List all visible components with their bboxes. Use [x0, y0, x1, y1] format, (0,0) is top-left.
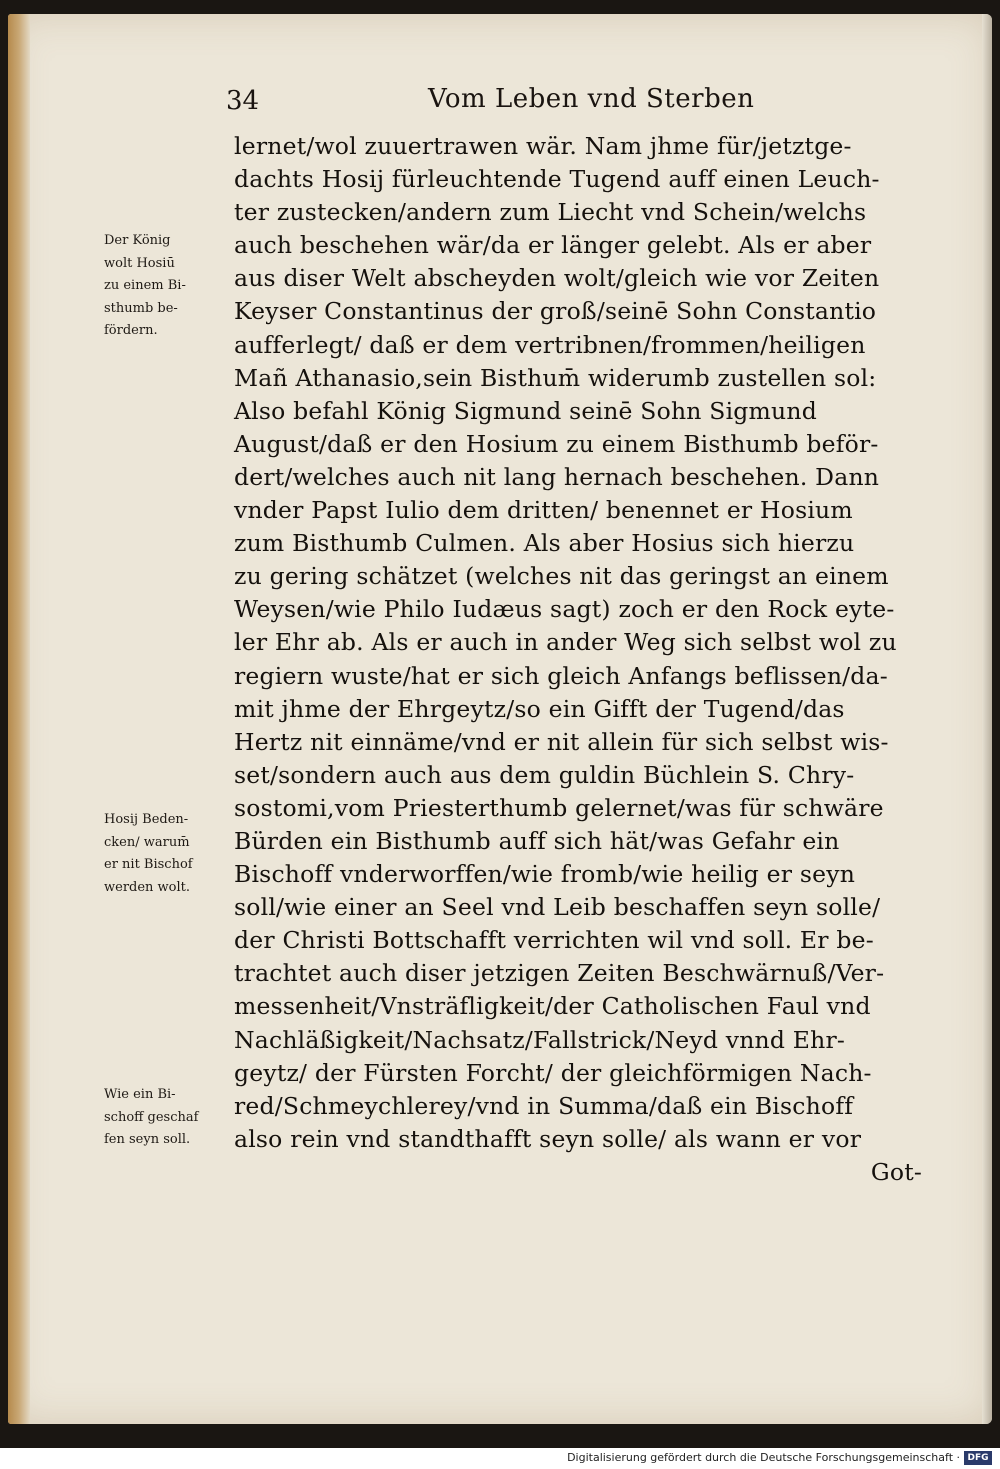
text-line: trachtet auch diser jetzigen Zeiten Beschwärnuß/Ver- [234, 959, 885, 988]
text-line: Also befahl König Sigmund seinē Sohn Sigmund [234, 396, 817, 425]
text-line: Weysen/wie Philo Iudæus sagt) zoch er den Rock eyte- [234, 595, 895, 624]
text-line: aus diser Welt abscheyden wolt/gleich wie vor Zeiten [234, 264, 880, 293]
page-right-edge [982, 14, 992, 1424]
marginal-note [104, 1084, 236, 1152]
text-line: mit jhme der Ehrgeytz/so ein Gifft der Tugend/das [234, 694, 845, 723]
marginal-note-line: er nit Bischof [104, 857, 193, 872]
dfg-logo: DFG [964, 1451, 992, 1465]
book-page [8, 14, 992, 1424]
page-left-edge [8, 14, 30, 1424]
footer-bar [0, 1448, 1000, 1469]
text-line: lernet/wol zuuertrawen wär. Nam jhme für/jetztge- [234, 132, 852, 160]
text-line: dachts Hosij fürleuchtende Tugend auff einen Leuch- [234, 165, 880, 194]
body-text [234, 130, 934, 1189]
text-line: Mañ Athanasio,sein Bisthum̄ widerumb zustellen sol: [234, 363, 877, 392]
text-line: messenheit/Vnsträfligkeit/der Catholischen Faul vnd [234, 992, 871, 1021]
text-line: ter zustecken/andern zum Liecht vnd Schein/welchs [234, 198, 867, 227]
text-line: geytz/ der Fürsten Forcht/ der gleichförmigen Nach- [234, 1058, 872, 1087]
text-line: Keyser Constantinus der groß/seinē Sohn Constantio [234, 297, 877, 326]
marginal-note [104, 809, 236, 899]
text-line: also rein vnd standthafft seyn solle/ als wann er vor [234, 1124, 862, 1153]
marginal-note [104, 230, 236, 343]
marginal-note-line: Wie ein Bi- [104, 1087, 176, 1102]
marginal-note-line: sthumb be- [104, 300, 178, 316]
marginal-note-line: werden wolt. [104, 879, 191, 895]
marginal-note-line: fördern. [104, 323, 158, 338]
marginal-note-line: zu einem Bi- [104, 278, 186, 293]
marginal-note-line: Der König [104, 233, 171, 248]
text-line: vnder Papst Iulio dem dritten/ benennet er Hosium [234, 496, 853, 525]
text-line: auch beschehen wär/da er länger gelebt. Als er aber [234, 231, 872, 260]
funding-credit: Digitalisierung gefördert durch die Deutsche Forschungsgemeinschaft · [567, 1451, 960, 1464]
text-line: sostomi,vom Priesterthumb gelernet/was für schwäre [234, 793, 884, 822]
text-line: aufferlegt/ daß er dem vertribnen/frommen/heiligen [234, 330, 866, 359]
text-line: der Christi Bottschafft verrichten wil vnd soll. Er be- [234, 926, 874, 955]
text-line: zum Bisthumb Culmen. Als aber Hosius sich hierzu [234, 529, 855, 558]
text-line: August/daß er den Hosium zu einem Bisthumb beför- [234, 429, 879, 458]
page-number: 34 [226, 86, 260, 116]
text-line: set/sondern auch aus dem guldin Büchlein S. Chry- [234, 760, 855, 789]
catchword: Got- [870, 1157, 922, 1186]
text-line: ler Ehr ab. Als er auch in ander Weg sich selbst wol zu [234, 628, 897, 657]
text-line: zu gering schätzet (welches nit das geringst an einem [234, 562, 889, 591]
marginal-note-line: schoff geschaf [104, 1109, 199, 1125]
marginal-note-line: cken/ warum̄ [104, 834, 190, 850]
marginal-note-line: fen seyn soll. [104, 1132, 191, 1147]
text-line: Bürden ein Bisthumb auff sich hät/was Gefahr ein [234, 826, 840, 855]
text-line: dert/welches auch nit lang hernach beschehen. Dann [234, 462, 880, 491]
text-line: Hertz nit einnäme/vnd er nit allein für sich selbst wis- [234, 727, 889, 756]
text-line: regiern wuste/hat er sich gleich Anfangs beflissen/da- [234, 661, 888, 690]
text-line: soll/wie einer an Seel vnd Leib beschaffen seyn solle/ [234, 893, 881, 922]
text-line: Nachläßigkeit/Nachsatz/Fallstrick/Neyd vnnd Ehr- [234, 1025, 846, 1054]
marginal-note-line: wolt Hosiū [104, 255, 175, 271]
marginal-note-line: Hosij Beden- [104, 812, 189, 827]
text-line: Bischoff vnderworffen/wie fromb/wie heilig er seyn [234, 860, 856, 889]
running-head: Vom Leben vnd Sterben [428, 84, 755, 114]
text-line: red/Schmeychlerey/vnd in Summa/daß ein Bischoff [234, 1091, 854, 1120]
